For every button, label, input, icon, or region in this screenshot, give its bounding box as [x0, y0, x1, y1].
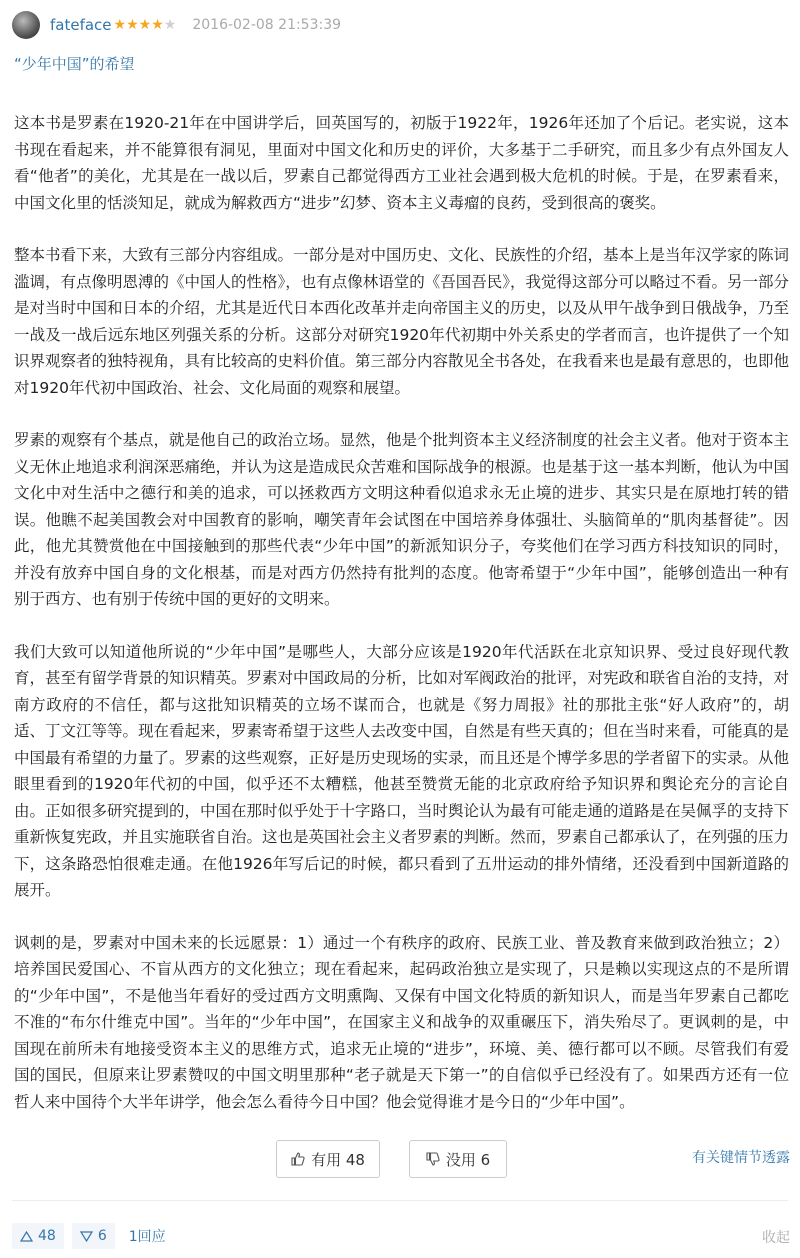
spoiler-report-link[interactable]: 有关键情节透露: [692, 1150, 790, 1166]
reply-link[interactable]: 1回应: [128, 1229, 166, 1245]
upvote-count: 48: [38, 1228, 56, 1244]
star-icon: ★: [151, 17, 164, 33]
star-icon: ★: [113, 17, 127, 33]
review-paragraph: 讽刺的是，罗素对中国未来的长远愿景：1）通过一个有秩序的政府、民族工业、普及教育来做到政治独立；2）培养国民爱国心、不盲从西方的文化独立；现在看起来，起码政治独立是实现了，只是赖以实现这点的不是所谓的“少年中国”，不是他当年看好的受过西方文明熏陶、又保有中国文化特质的新知识人，而是当年罗素自己都吃不准的“布尔什维克中国”。当年的“少年中国”，在国家主义和战争的双重碾压下，消失殆尽了。更讽刺的是，中国现在前所未有地接受资本主义的思维方式，追求无止境的“进步”，环境、美、德行都可以不顾。尽管我们有爱国的国民，但原来让罗素赞叹的中国文明里那种“老子就是天下第一”的自信似乎已经没有了。如果西方还有一位哲人来中国待个大半年讲学，他会怎么看待今日中国？他会觉得谁才是今日的“少年中国”。: [14, 933, 789, 1111]
star-icon: ★: [126, 17, 139, 33]
downvote-button[interactable]: [72, 1223, 115, 1249]
timestamp: 2016-02-08 21:53:39: [192, 17, 342, 33]
useless-button[interactable]: [409, 1140, 507, 1178]
avatar[interactable]: [12, 11, 40, 39]
thumbs-down-icon: [426, 1152, 440, 1166]
review-title[interactable]: “少年中国”的希望: [14, 55, 135, 73]
collapse-link[interactable]: 收起: [762, 1230, 790, 1246]
useful-button[interactable]: [276, 1140, 380, 1178]
useful-label: 有用 48: [311, 1150, 365, 1169]
useless-label: 没用 6: [445, 1150, 491, 1169]
thumbs-up-icon: [291, 1152, 305, 1166]
review-paragraph: 我们大致可以知道他所说的“少年中国”是哪些人，大部分应该是1920年代活跃在北京知识界、受过良好现代教育，甚至有留学背景的知识精英。罗素对中国政局的分析，比如对军阀政治的批评，对宪政和联省自治的支持，对南方政府的不信任，都与这批知识精英的立场不谋而合，也就是《努力周报》社的那批主张“好人政府”的，胡适、丁文江等等。现在看起来，罗素寄希望于这些人去改变中国，自然是有些天真的；但在当时来看，可能真的是中国最有希望的力量了。罗素的这些观察，正好是历史现场的实录，而且还是个博学多思的学者留下的实录。从他眼里看到的1920年代初的中国，似乎还不太糟糕，他甚至赞赏无能的北京政府给予知识界和舆论充分的言论自由。正如很多研究提到的，中国在那时似乎处于十字路口，当时舆论认为最有可能走通的道路是在吴佩孚的支持下重新恢复宪政，并且实施联省自治。这也是英国社会主义者罗素的判断。然而，罗素自己都承认了，在列强的压力下，这条路恐怕很难走通。在他1926年写后记的时候，都只看到了五卅运动的排外情绪，还没看到中国新道路的展开。: [14, 642, 790, 899]
review-paragraph: 罗素的观察有个基点，就是他自己的政治立场。显然，他是个批判资本主义经济制度的社会主义者。他对于资本主义无休止地追求利润深恶痛绝，并认为这是造成民众苦难和国际战争的根源。也是基于这一基本判断，他认为中国文化中对生活中之德行和美的追求，可以拯救西方文明这种看似追求永无止境的进步、其实只是在原地打转的错误。他瞧不起美国教会对中国教育的影响，嘲笑青年会试图在中国培养身体强壮、头脑简单的“肌肉基督徒”。因此，他尤其赞赏他在中国接触到的那些代表“少年中国”的新派知识分子，夸奖他们在学习西方科技知识的同时，并没有放弃中国自身的文化根基，而是对西方仍然持有批判的态度。他寄希望于“少年中国”，能够创造出一种有别于西方、也有别于传统中国的更好的文明来。: [14, 431, 790, 608]
star-icon: ★: [138, 17, 152, 33]
review-body: [14, 110, 789, 1141]
review-paragraph: 这本书是罗素在1920-21年在中国讲学后，回英国写的，初版于1922年，1926年还加了个后记。老实说，这本书现在看起来，并不能算很有洞见，里面对中国文化和历史的评价，大多基于二手研究，而且多少有点外国友人看“他者”的美化，尤其是在一战以后，罗素自己都觉得西方工业社会遇到极大危机的时候。于是，在罗素看来，中国文化里的恬淡知足，就成为解救西方“进步”幻梦、资本主义毒瘤的良药，受到很高的褒奖。: [14, 114, 789, 212]
review-paragraph: 整本书看下来，大致有三部分内容组成。一部分是对中国历史、文化、民族性的介绍，基本上是当年汉学家的陈词滥调，有点像明恩溥的《中国人的性格》，也有点像林语堂的《吾国吾民》，我觉得这部分可以略过不看。另一部分是对当时中国和日本的介绍，尤其是近代日本西化改革并走向帝国主义的历史，以及从甲午战争到日俄战争，乃至一战及一战后远东地区列强关系的分析。这部分对研究1920年代初期中外关系史的学者而言，也许提供了一个知识界观察者的独特视角，具有比较高的史料价值。第三部分内容散见全书各处，在我看来也是最有意思的，也即他对1920年代初中国政治、社会、文化局面的观察和展望。: [14, 246, 790, 397]
rating-stars: [114, 18, 177, 32]
review-header: [12, 10, 341, 40]
star-icon: ★: [163, 17, 177, 33]
downvote-count: 6: [97, 1228, 107, 1244]
triangle-up-icon: [20, 1231, 33, 1242]
divider: [12, 1200, 788, 1201]
upvote-button[interactable]: [12, 1223, 64, 1249]
triangle-down-icon: [80, 1231, 93, 1242]
author-name[interactable]: fateface: [50, 16, 112, 34]
review-footer: [12, 1222, 166, 1250]
